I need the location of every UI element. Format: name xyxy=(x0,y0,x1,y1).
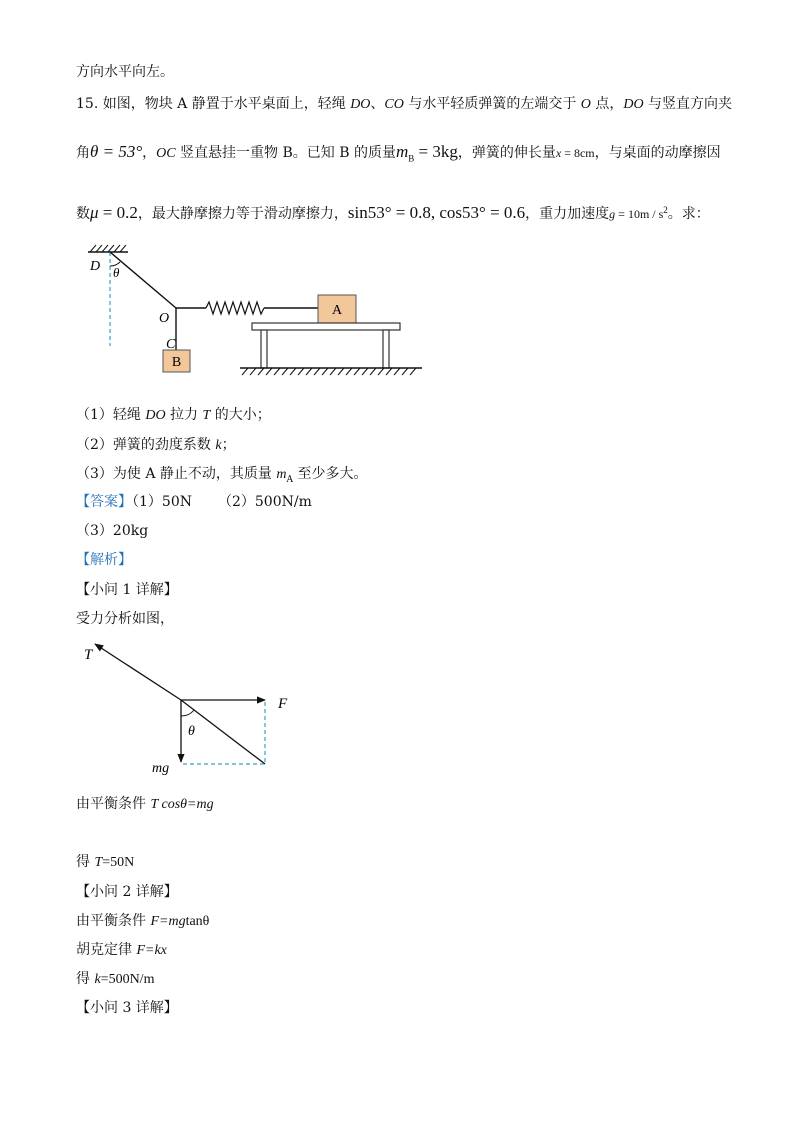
problem-text: ， xyxy=(142,145,157,161)
result-2 xyxy=(76,969,154,990)
problem-text: 15. 如图，物块 A 静置于水平桌面上，轻绳 xyxy=(76,96,351,112)
vector-t xyxy=(95,644,181,700)
problem-text: 竖直悬挂一重物 B。已知 B 的质量 xyxy=(175,145,396,161)
label-d: D xyxy=(90,259,101,274)
problem-text: ，最大静摩擦力等于滑动摩擦力， xyxy=(137,206,348,222)
question-text: 的大小； xyxy=(210,407,271,423)
math-val: =50N xyxy=(102,855,135,870)
math-theta-53: θ = 53° xyxy=(90,142,143,161)
problem-line-1 xyxy=(76,94,732,115)
setup-diagram xyxy=(80,238,430,383)
math-do: DO xyxy=(623,97,644,112)
math-val: = 3kg xyxy=(414,142,458,161)
equation-text: 由平衡条件 xyxy=(76,913,151,929)
equation-2 xyxy=(76,911,209,932)
part3-heading: 【小问 3 详解】 xyxy=(76,1000,178,1016)
question-1 xyxy=(76,405,271,426)
problem-text: 与竖直方向夹 xyxy=(643,96,733,112)
equation-1 xyxy=(76,794,214,815)
math-tan: tanθ xyxy=(185,914,210,929)
math-m: m xyxy=(276,467,287,482)
math-m: m xyxy=(395,142,409,161)
math-f-mg: F=mg xyxy=(150,914,186,929)
problem-text: ，弹簧的伸长量 xyxy=(457,145,556,161)
math-val: = 0.2 xyxy=(98,203,138,222)
analysis-tag: 【解析】 xyxy=(76,552,132,568)
part2-heading: 【小问 2 详解】 xyxy=(76,884,178,900)
math-oc: OC xyxy=(156,146,176,161)
math-sup: 2 xyxy=(663,205,668,215)
label-o: O xyxy=(159,311,170,326)
force-analysis-intro: 受力分析如图， xyxy=(76,611,174,627)
problem-text: 、 xyxy=(370,96,385,112)
math-x xyxy=(556,146,595,160)
problem-text: 数 xyxy=(76,206,90,222)
label-a: A xyxy=(331,303,343,318)
math-trig: sin53° = 0.8, cos53° = 0.6 xyxy=(347,203,526,222)
math-k: k xyxy=(94,972,101,987)
label-theta: θ xyxy=(188,724,195,739)
question-3 xyxy=(76,464,367,490)
math-mu xyxy=(90,203,138,222)
math-k: k xyxy=(215,438,222,453)
answer-line xyxy=(76,492,312,512)
math-val: = 10m / s xyxy=(615,207,664,221)
result-text: 得 xyxy=(76,971,95,987)
answer-tag: 【答案】 xyxy=(76,494,132,510)
table-leg-left xyxy=(261,330,267,368)
math-mass-b xyxy=(395,142,458,164)
question-text: ； xyxy=(221,437,236,453)
math-t: T xyxy=(94,855,103,870)
problem-text: 角 xyxy=(76,145,90,161)
math-mu-var: μ xyxy=(90,203,99,222)
math-do: DO xyxy=(350,97,371,112)
ceiling-hatch xyxy=(90,245,126,252)
answer-1: （1）50N xyxy=(132,494,192,510)
question-text: 至少多大。 xyxy=(293,466,368,482)
equation-text: 由平衡条件 xyxy=(76,796,151,812)
problem-line-2 xyxy=(76,142,721,168)
problem-text: 点， xyxy=(590,96,624,112)
label-b: B xyxy=(171,355,182,370)
math-g xyxy=(609,207,668,221)
answer-3: （3）20kg xyxy=(76,523,149,539)
problem-text: ，与桌面的动摩擦因 xyxy=(594,145,721,161)
floor-hatch xyxy=(242,368,416,375)
question-text: （2）弹簧的劲度系数 xyxy=(76,437,216,453)
problem-text: 与水平轻质弹簧的左端交于 xyxy=(403,96,581,112)
question-text: （3）为使 A 静止不动，其质量 xyxy=(76,466,277,482)
math-g-var: g xyxy=(609,207,616,221)
table-top xyxy=(252,323,400,330)
math-val: = 8cm xyxy=(561,146,595,160)
math-co: CO xyxy=(384,97,404,112)
problem-line-3 xyxy=(76,200,710,224)
hooke-text: 胡克定律 xyxy=(76,942,137,958)
part1-heading: 【小问 1 详解】 xyxy=(76,582,178,598)
math-f-kx: F=kx xyxy=(136,943,167,958)
label-mg: mg xyxy=(152,761,170,776)
question-text: 拉力 xyxy=(165,407,203,423)
table-leg-right xyxy=(383,330,389,368)
result-1 xyxy=(76,852,134,873)
math-val: =500N/m xyxy=(100,972,155,987)
math-sub: A xyxy=(286,474,293,485)
problem-text: ，重力加速度 xyxy=(525,206,610,222)
label-t: T xyxy=(84,647,93,663)
math-t-cos: T cosθ=mg xyxy=(150,797,214,812)
problem-text: 。求： xyxy=(667,206,710,222)
math-do: DO xyxy=(145,408,166,423)
result-text: 得 xyxy=(76,854,95,870)
label-f: F xyxy=(278,696,288,712)
label-theta: θ xyxy=(113,265,120,280)
answer-2: （2）500N/m xyxy=(217,494,312,510)
label-c: C xyxy=(166,337,176,352)
force-diagram xyxy=(76,638,316,778)
math-o: O xyxy=(580,97,591,112)
math-x-var: x xyxy=(555,146,562,160)
spring xyxy=(206,302,264,314)
question-text: （1）轻绳 xyxy=(76,407,146,423)
theta-arc xyxy=(181,710,194,716)
hooke-law xyxy=(76,940,167,961)
math-t: T xyxy=(202,408,211,423)
rope-do xyxy=(110,252,176,308)
math-sub: B xyxy=(408,153,415,164)
intro-line: 方向水平向左。 xyxy=(76,64,174,80)
question-2 xyxy=(76,435,236,456)
